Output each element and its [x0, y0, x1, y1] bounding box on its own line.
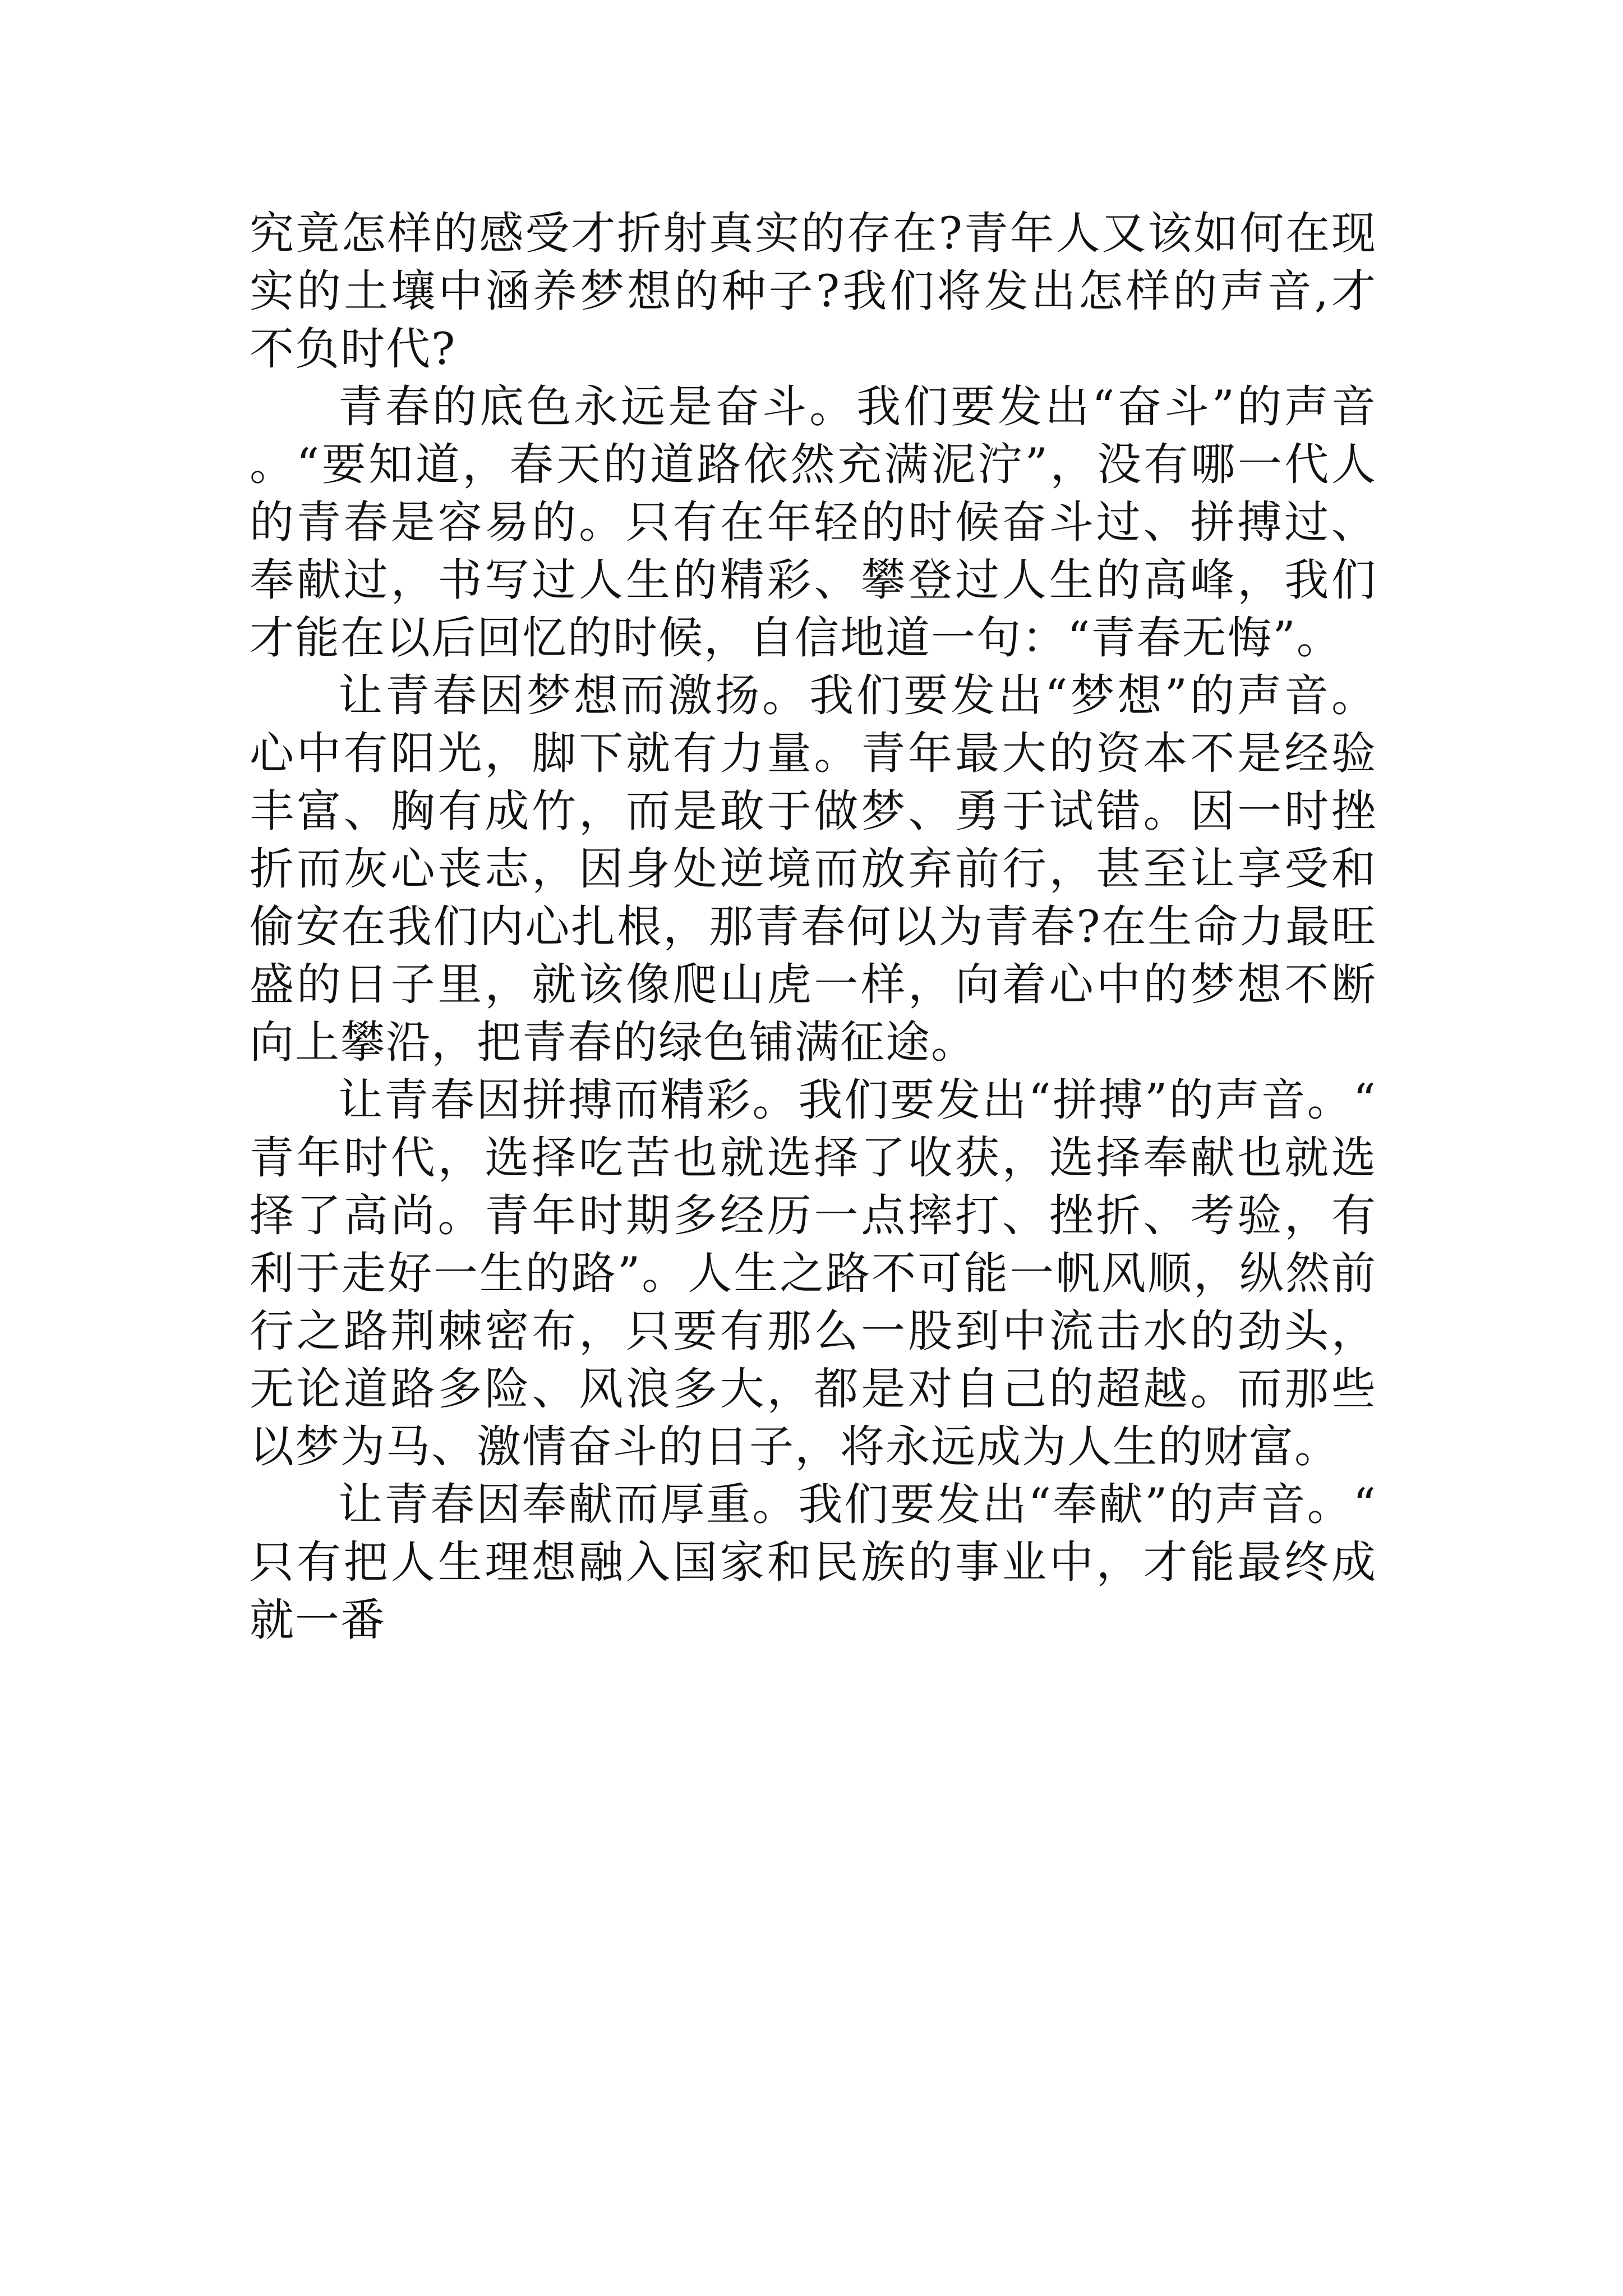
paragraph-dedication: 让青春因奉献而厚重。我们要发出“奉献”的声音。“只有把人生理想融入国家和民族的事业中，才能最终成就一番 [250, 1479, 1377, 1646]
paragraph-continuation: 究竟怎样的感受才折射真实的存在?青年人又该如何在现实的土壤中涵养梦想的种子?我们将发出怎样的声音,才不负时代? [250, 208, 1377, 375]
paragraph-dream: 让青春因梦想而激扬。我们要发出“梦想”的声音。心中有阳光，脚下就有力量。青年最大的资本不是经验丰富、胸有成竹，而是敢于做梦、勇于试错。因一时挫折而灰心丧志，因身处逆境而放弃前行，甚至让享受和偷安在我们内心扎根，那青春何以为青春?在生命力最旺盛的日子里，就该像爬山虎一样，向着心中的梦想不断向上攀沿，把青春的绿色铺满征途。 [250, 670, 1377, 1068]
paragraph-struggle: 青春的底色永远是奋斗。我们要发出“奋斗”的声音。“要知道，春天的道路依然充满泥泞”，没有哪一代人的青春是容易的。只有在年轻的时候奋斗过、拼搏过、奉献过，书写过人生的精彩、攀登过人生的高峰，我们才能在以后回忆的时候，自信地道一句：“青春无悔”。 [250, 381, 1377, 664]
paragraph-effort: 让青春因拼搏而精彩。我们要发出“拼搏”的声音。“青年时代，选择吃苦也就选择了收获，选择奉献也就选择了高尚。青年时期多经历一点摔打、挫折、考验，有利于走好一生的路”。人生之路不可能一帆风顺，纵然前行之路荆棘密布，只要有那么一股到中流击水的劲头，无论道路多险、风浪多大，都是对自己的超越。而那些以梦为马、激情奋斗的日子，将永远成为人生的财富。 [250, 1074, 1377, 1473]
document-body [250, 205, 1377, 1649]
